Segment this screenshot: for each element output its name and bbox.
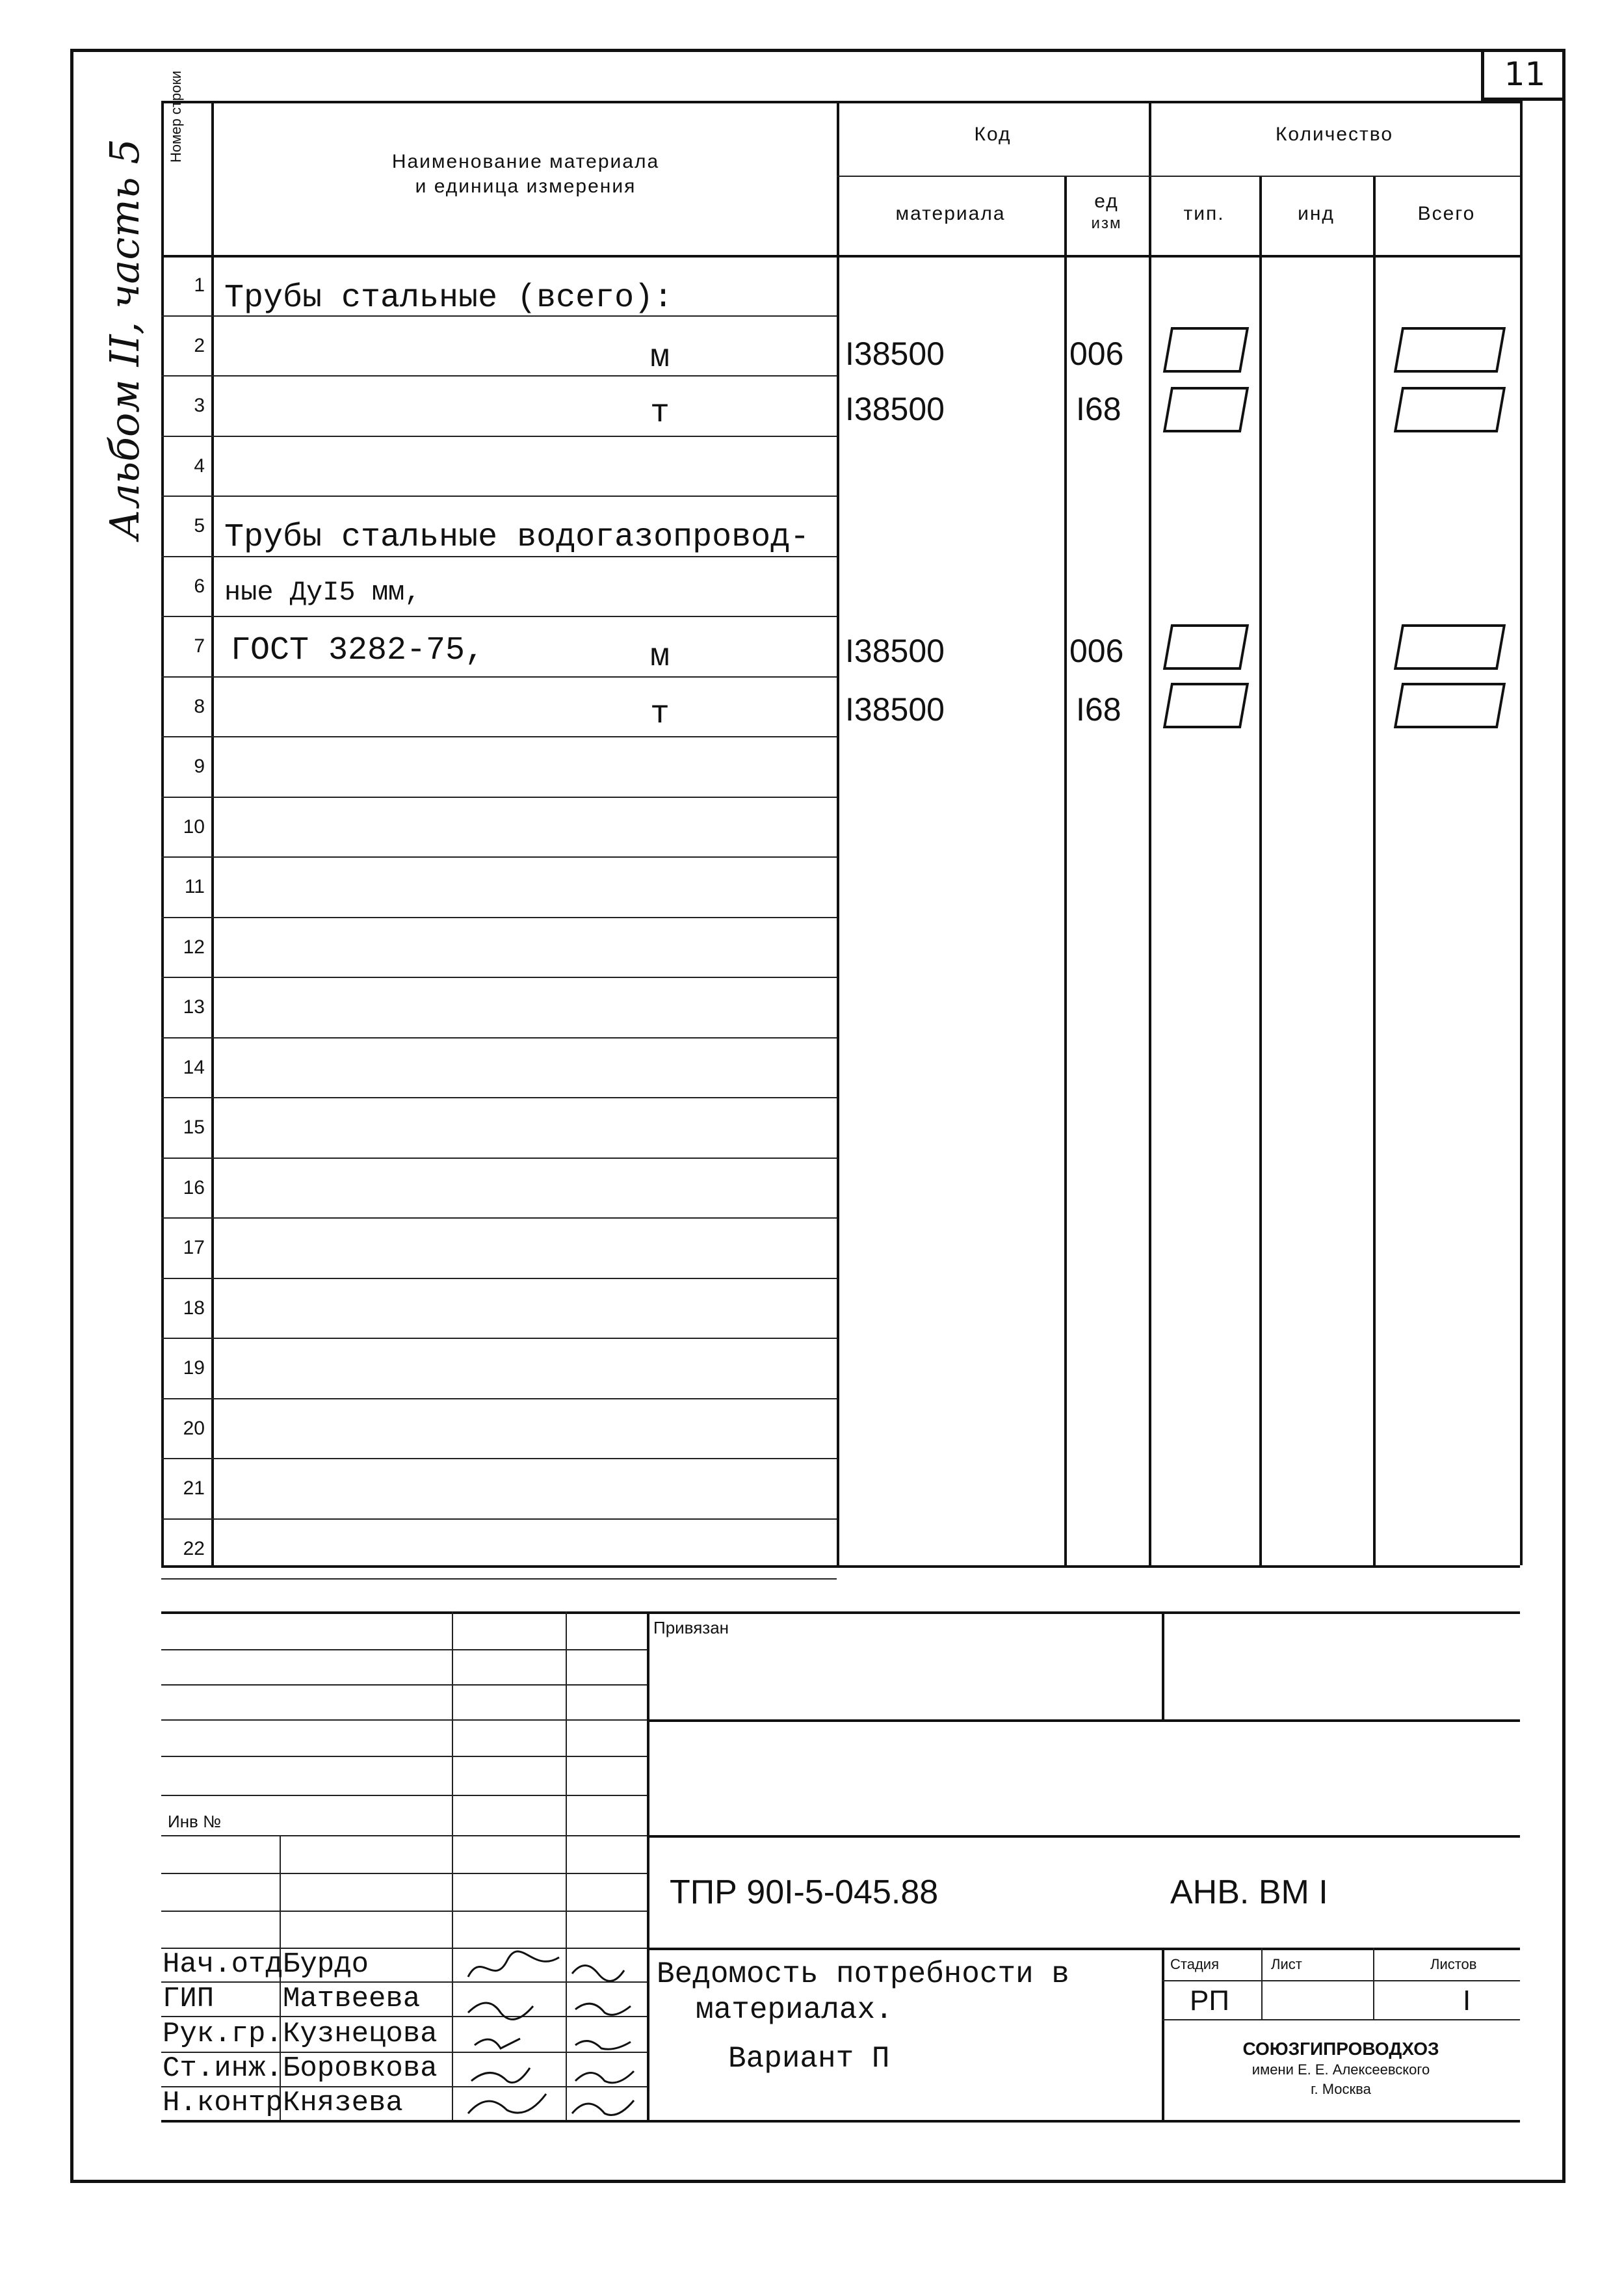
qty-box-total-r3[interactable] [1394, 387, 1506, 432]
title-line1: Ведомость потребности в [657, 1957, 1069, 1991]
row1-name: Трубы стальные (всего): [224, 280, 674, 317]
row-line [161, 1217, 837, 1219]
header-code: Код [974, 124, 1012, 145]
privyazan-label: Привязан [653, 1618, 729, 1637]
row-line [161, 1338, 837, 1339]
row-line [161, 1097, 837, 1098]
stage-value: РП [1190, 1985, 1229, 2017]
signer-name-1: Бурдо [283, 1948, 369, 1981]
row7-unit: м [650, 639, 670, 676]
header-total: Всего [1417, 203, 1476, 224]
row-line [161, 917, 837, 918]
signer-name-4: Боровкова [283, 2052, 438, 2085]
header-quantity: Количество [1275, 124, 1394, 145]
row-number: 16 [183, 1177, 205, 1198]
row-line [161, 1458, 837, 1459]
header-unit-2: изм [1091, 215, 1122, 232]
row6-name: ные ДуI5 мм, [224, 577, 421, 608]
row-line [161, 556, 837, 557]
row8-ed: I68 [1076, 691, 1121, 728]
row-number: 10 [183, 816, 205, 838]
row-line [161, 1578, 837, 1580]
doc-code: ТПР 90I-5-045.88 [670, 1873, 939, 1911]
signer-name-2: Матвеева [283, 1983, 421, 2015]
row7-name: ГОСТ 3282-75, [231, 632, 485, 669]
row-line [161, 736, 837, 737]
signer-name-5: Князева [283, 2087, 403, 2119]
org-line3: г. Москва [1311, 2081, 1371, 2097]
row-number: 17 [183, 1237, 205, 1258]
row3-unit: т [650, 395, 670, 432]
row-number: 15 [183, 1117, 205, 1138]
row-number: 1 [194, 274, 205, 296]
row-number: 19 [183, 1357, 205, 1379]
row-number: 3 [194, 395, 205, 416]
page-frame [70, 49, 1565, 2183]
header-name-line2: и единица измерения [415, 176, 636, 197]
row-number: 8 [194, 696, 205, 717]
row7-ed: 006 [1069, 633, 1124, 669]
qty-box-typ-r3[interactable] [1163, 387, 1249, 432]
qty-box-total-r7[interactable] [1394, 624, 1506, 670]
row-line [161, 616, 837, 617]
title-line3: Вариант П [728, 2042, 890, 2076]
header-ind: инд [1298, 203, 1335, 224]
row5-name: Трубы стальные водогазопровод- [224, 519, 810, 556]
row-number: 12 [183, 936, 205, 958]
row-number: 21 [183, 1477, 205, 1499]
row3-code: I38500 [845, 391, 945, 427]
inv-number-label: Инв № [168, 1812, 221, 1831]
row-line [161, 375, 837, 377]
sheets-value: I [1463, 1985, 1471, 2017]
row-number: 13 [183, 996, 205, 1018]
header-typ: тип. [1183, 203, 1225, 224]
row-line [161, 1037, 837, 1039]
signer-role-1: Нач.отд [163, 1948, 283, 1981]
signatures-image [455, 1948, 650, 2120]
row-number: 4 [194, 455, 205, 477]
signer-role-5: Н.контр [163, 2087, 283, 2119]
header-material: материала [895, 203, 1006, 224]
row-number: 2 [194, 335, 205, 356]
row-number: 14 [183, 1057, 205, 1078]
row-number: 6 [194, 576, 205, 597]
signer-name-3: Кузнецова [283, 2018, 438, 2050]
row-line [161, 1158, 837, 1159]
row-number: 5 [194, 515, 205, 536]
header-name-line1: Наименование материала [391, 151, 660, 172]
row-line [161, 1278, 837, 1279]
sheets-label: Листов [1430, 1956, 1477, 1972]
row-number: 11 [184, 876, 205, 897]
row-line [161, 977, 837, 978]
row-number: 22 [183, 1538, 205, 1559]
row-number: 18 [183, 1297, 205, 1319]
sheet-label: Лист [1271, 1956, 1302, 1972]
row-line [161, 797, 837, 798]
row-line [161, 496, 837, 497]
signer-role-2: ГИП [163, 1983, 215, 2015]
stage-label: Стадия [1170, 1956, 1219, 1972]
row7-code: I38500 [845, 633, 945, 669]
header-row-number: Номер строки [168, 70, 184, 163]
row8-unit: т [650, 696, 670, 733]
org-line1: СОЮЗГИПРОВОДХОЗ [1242, 2039, 1439, 2059]
qty-box-typ-r2[interactable] [1163, 327, 1249, 373]
row-line [161, 676, 837, 678]
row2-ed: 006 [1069, 336, 1124, 372]
qty-box-total-r2[interactable] [1394, 327, 1506, 373]
qty-box-total-r8[interactable] [1394, 683, 1506, 728]
row-line [161, 1398, 837, 1399]
signer-role-4: Ст.инж. [163, 2052, 283, 2085]
qty-box-typ-r8[interactable] [1163, 683, 1249, 728]
row-number: 20 [183, 1418, 205, 1439]
row2-code: I38500 [845, 336, 945, 372]
row-number: 7 [194, 635, 205, 657]
title-line2: материалах. [696, 1993, 893, 2027]
page-number: 11 [1481, 49, 1565, 101]
signer-role-3: Рук.гр. [163, 2018, 283, 2050]
row2-unit: м [650, 339, 670, 377]
row-number: 9 [194, 756, 205, 777]
row-line [161, 436, 837, 437]
row-line [161, 1518, 837, 1520]
row8-code: I38500 [845, 691, 945, 728]
header-unit-1: ед [1094, 191, 1119, 212]
row3-ed: I68 [1076, 391, 1121, 427]
qty-box-typ-r7[interactable] [1163, 624, 1249, 670]
doc-mark: АНВ. ВМ I [1170, 1873, 1328, 1911]
album-side-label: Альбом II, часть 5 [101, 139, 148, 540]
row-line [161, 856, 837, 858]
org-line2: имени Е. Е. Алексеевского [1251, 2061, 1430, 2078]
